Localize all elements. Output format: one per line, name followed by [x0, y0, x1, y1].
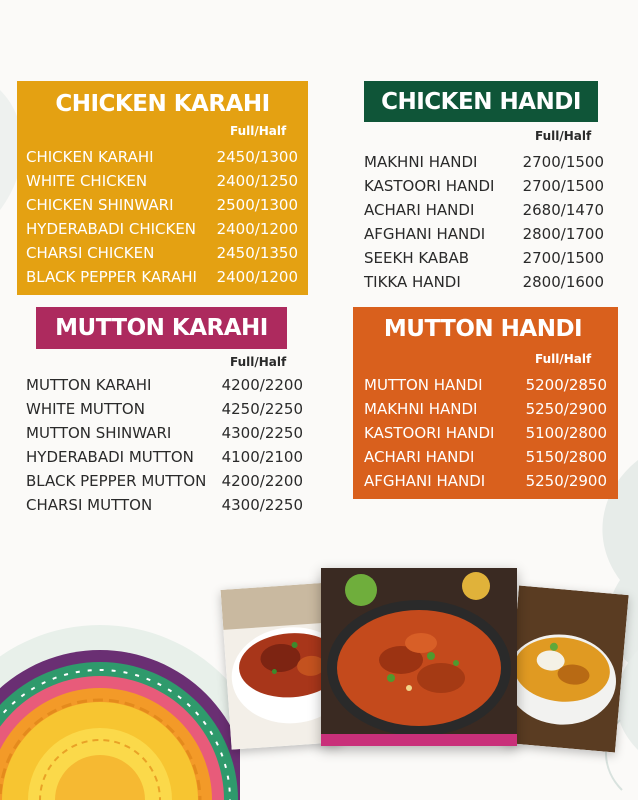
menu-item — [26, 469, 303, 493]
menu-item — [364, 150, 604, 174]
chicken-handi-price-header: Full/Half — [535, 129, 592, 143]
karahi-dish-image — [321, 568, 517, 746]
menu-item — [26, 445, 303, 469]
mutton-handi-price-header: Full/Half — [535, 352, 592, 366]
menu-item — [364, 246, 604, 270]
menu-item — [364, 397, 607, 421]
item-price: 4200/2200 — [221, 376, 303, 394]
chicken-karahi-panel — [17, 81, 308, 295]
item-price: 2700/1500 — [522, 249, 604, 267]
item-name: TIKKA HANDI — [364, 273, 461, 291]
item-price: 2400/1200 — [216, 268, 298, 286]
item-name: MUTTON SHINWARI — [26, 424, 172, 442]
item-name: MUTTON KARAHI — [26, 376, 152, 394]
chicken-handi-list — [364, 150, 604, 294]
item-price: 5200/2850 — [525, 376, 607, 394]
menu-item — [26, 241, 298, 265]
item-price: 2700/1500 — [522, 177, 604, 195]
item-name: ACHARI HANDI — [364, 201, 475, 219]
menu-item — [26, 217, 298, 241]
mutton-karahi-title: MUTTON KARAHI — [36, 307, 287, 349]
item-name: MAKHNI HANDI — [364, 400, 478, 418]
item-price: 5250/2900 — [525, 472, 607, 490]
item-price: 2680/1470 — [522, 201, 604, 219]
item-name: CHICKEN KARAHI — [26, 148, 154, 166]
menu-item — [364, 445, 607, 469]
menu-item — [364, 270, 604, 294]
item-price: 2450/1350 — [216, 244, 298, 262]
item-name: KASTOORI HANDI — [364, 177, 495, 195]
item-name: AFGHANI HANDI — [364, 472, 486, 490]
item-name: CHARSI CHICKEN — [26, 244, 155, 262]
item-name: BLACK PEPPER KARAHI — [26, 268, 197, 286]
item-name: SEEKH KABAB — [364, 249, 470, 267]
mutton-handi-panel — [353, 307, 618, 499]
menu-item — [26, 421, 303, 445]
item-price: 4250/2250 — [221, 400, 303, 418]
menu-item — [26, 145, 298, 169]
menu-item — [364, 174, 604, 198]
item-name: WHITE CHICKEN — [26, 172, 148, 190]
item-price: 2700/1500 — [522, 153, 604, 171]
item-name: HYDERABADI MUTTON — [26, 448, 194, 466]
item-name: CHICKEN SHINWARI — [26, 196, 174, 214]
item-price: 2800/1600 — [522, 273, 604, 291]
item-price: 2500/1300 — [216, 196, 298, 214]
korma-bowl-image — [505, 586, 628, 753]
menu-item — [26, 169, 298, 193]
mandala-decoration — [0, 625, 240, 800]
item-name: CHARSI MUTTON — [26, 496, 153, 514]
menu-item — [364, 421, 607, 445]
item-name: MUTTON HANDI — [364, 376, 483, 394]
item-price: 5150/2800 — [525, 448, 607, 466]
mutton-handi-list — [364, 373, 607, 493]
menu-item — [364, 469, 607, 493]
item-price: 2450/1300 — [216, 148, 298, 166]
chicken-karahi-list — [26, 145, 298, 289]
menu-item — [26, 265, 298, 289]
item-price: 4300/2250 — [221, 496, 303, 514]
item-name: MAKHNI HANDI — [364, 153, 478, 171]
menu-item — [364, 373, 607, 397]
chicken-karahi-price-header: Full/Half — [230, 124, 287, 138]
menu-item — [364, 198, 604, 222]
item-price: 4200/2200 — [221, 472, 303, 490]
mutton-karahi-list — [26, 373, 303, 517]
item-price: 2400/1200 — [216, 220, 298, 238]
menu-item — [26, 373, 303, 397]
item-price: 5250/2900 — [525, 400, 607, 418]
item-name: AFGHANI HANDI — [364, 225, 486, 243]
item-price: 2800/1700 — [522, 225, 604, 243]
chicken-handi-title: CHICKEN HANDI — [364, 81, 598, 122]
item-name: ACHARI HANDI — [364, 448, 475, 466]
item-name: BLACK PEPPER MUTTON — [26, 472, 207, 490]
menu-item — [26, 193, 298, 217]
item-price: 5100/2800 — [525, 424, 607, 442]
menu-item — [26, 493, 303, 517]
menu-item — [364, 222, 604, 246]
mutton-karahi-price-header: Full/Half — [230, 355, 287, 369]
menu-item — [26, 397, 303, 421]
item-price: 4300/2250 — [221, 424, 303, 442]
mutton-handi-title: MUTTON HANDI — [383, 316, 583, 342]
chicken-karahi-title: CHICKEN KARAHI — [55, 91, 270, 117]
item-price: 4100/2100 — [221, 448, 303, 466]
item-name: HYDERABADI CHICKEN — [26, 220, 197, 238]
item-price: 2400/1250 — [216, 172, 298, 190]
item-name: KASTOORI HANDI — [364, 424, 495, 442]
item-name: WHITE MUTTON — [26, 400, 145, 418]
